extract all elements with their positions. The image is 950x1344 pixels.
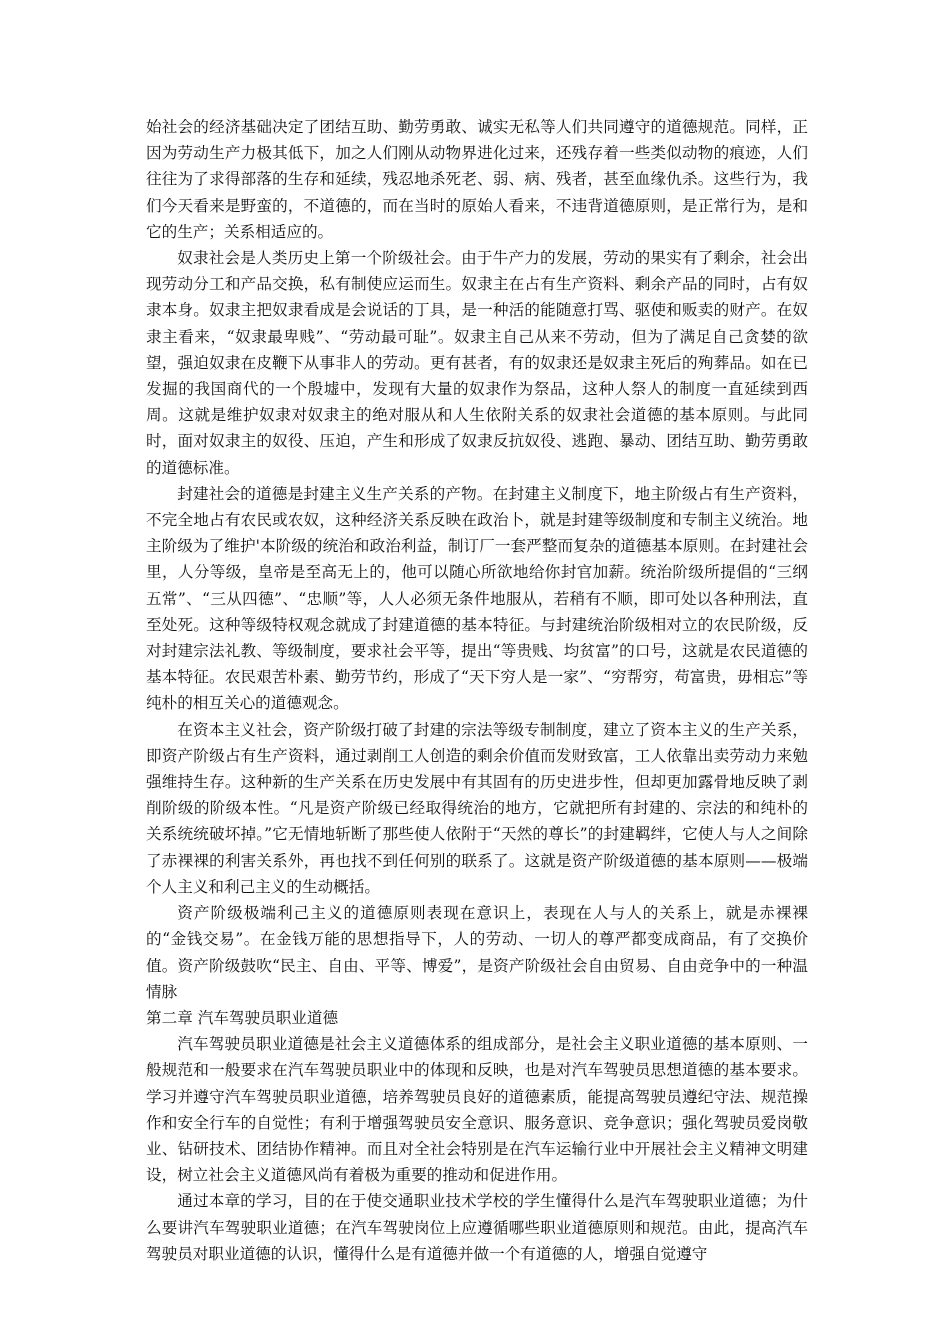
paragraph-bourgeois-egoism: 资产阶级极端利己主义的道德原则表现在意识上，表现在人与人的关系上，就是赤裸裸的“金钱交易”。在金钱万能的思想指导下，人的劳动、一切人的尊严都变成商品，有了交换价值。资产阶级鼓吹“民主、自由、平等、博爱”，是资产阶级社会自由贸易、自由竞争中的一种温情脉 [146, 904, 808, 1001]
document-body [146, 114, 808, 1267]
paragraph-feudal-society: 封建社会的道德是封建主义生产关系的产物。在封建主义制度下，地主阶级占有生产资料，不完全地占有农民或农奴，这种经济关系反映在政治卜，就是封建等级制度和专制主义统治。地主阶级为了维护'本阶级的统治和政治利益，制订厂一套严整而复杂的道德基本原则。在封建社会里，人分等级，皇帝是至高无上的，他可以随心所欲地给你封官加薪。统治阶级所提倡的“三纲五常”、“三从四德”、“忠顺”等，人人必须无条件地服从，若稍有不顺，即可处以各种刑法，直至处死。这种等级特权观念就成了封建道德的基本特征。与封建统治阶级相对立的农民阶级，反对封建宗法礼教、等级制度，要求社会平等，提出“等贵贱、均贫富”的口号，这就是农民道德的基本特征。农民艰苦朴素、勤劳节约，形成了“天下穷人是一家”、“穷帮穷，苟富贵，毋相忘”等纯朴的相互关心的道德观念。 [146, 484, 808, 713]
chapter-heading: 第二章 汽车驾驶员职业道德 [146, 1008, 339, 1027]
paragraph-chapter-goal: 通过本章的学习，目的在于使交通职业技术学校的学生懂得什么是汽车驾驶职业道德；为什么要讲汽车驾驶职业道德；在汽车驾驶岗位上应遵循哪些职业道德原则和规范。由此，提高汽车驾驶员对职业道德的认识，懂得什么是有道德并做一个有道德的人，增强自觉遵守 [146, 1192, 808, 1263]
paragraph-driver-ethics: 汽车驾驶员职业道德是社会主义道德体系的组成部分，是社会主义职业道德的基本原则、一般规范和一般要求在汽车驾驶员职业中的体现和反映，也是对汽车驾驶员思想道德的基本要求。学习并遵守汽车驾驶员职业道德，培养驾驶员良好的道德素质，能提高驾驶员遵纪守法、规范操作和安全行车的自觉性；有利于增强驾驶员安全意识、服务意识、竞争意识；强化驾驶员爱岗敬业、钻研技术、团结协作精神。而且对全社会特别是在汽车运输行业中开展社会主义精神文明建设，树立社会主义道德风尚有着极为重要的推动和促进作用。 [146, 1035, 808, 1185]
paragraph-capitalist-society: 在资本主义社会，资产阶级打破了封建的宗法等级专制制度，建立了资本主义的生产关系，即资产阶级占有生产资料，通过剥削工人创造的剩余价值而发财致富，工人依靠出卖劳动力来勉强维持生存。这种新的生产关系在历史发展中有其固有的历史进步性，但却更加露骨地反映了剥削阶级的阶级本性。“凡是资产阶级已经取得统治的地方，它就把所有封建的、宗法的和纯朴的关系统统破坏掉。”它无情地斩断了那些使人依附于“天然的尊长”的封建羁绊，它使人与人之间除了赤裸裸的利害关系外，再也找不到任何别的联系了。这就是资产阶级道德的基本原则——极端个人主义和利己主义的生动概括。 [146, 720, 808, 896]
paragraph-slave-society: 奴隶社会是人类历史上第一个阶级社会。由于牛产力的发展，劳动的果实有了剩余，社会出现劳动分工和产品交换，私有制使应运而生。奴隶主在占有生产资料、剩余产品的同时，占有奴隶本身。奴隶主把奴隶看成是会说话的丁具，是一种活的能随意打骂、驱使和贩卖的财产。在奴隶主看来，“奴隶最卑贱”、“劳动最可耻”。奴隶主自己从来不劳动，但为了满足自己贪婪的欲望，强迫奴隶在皮鞭下从事非人的劳动。更有甚者，有的奴隶还是奴隶主死后的殉葬品。如在已发掘的我国商代的一个殷墟中，发现有大量的奴隶作为祭品，这种人祭人的制度一直延续到西周。这就是维护奴隶对奴隶主的绝对服从和人生依附关系的奴隶社会道德的基本原则。与此同时，面对奴隶主的奴役、压迫，产生和形成了奴隶反抗奴役、逃跑、暴动、团结互助、勤劳勇敢的道德标准。 [146, 249, 808, 477]
paragraph-primitive-society: 始社会的经济基础决定了团结互助、勤劳勇敢、诚实无私等人们共同遵守的道德规范。同样，正因为劳动生产力极其低下，加之人们刚从动物界进化过来，还残存着一些类似动物的痕迹，人们往往为了求得部落的生存和延续，残忍地杀死老、弱、病、残者，甚至血缘仇杀。这些行为，我们今天看来是野蛮的，不道德的，而在当时的原始人看来，不违背道德原则，是正常行为，是和它的生产；关系相适应的。 [146, 118, 808, 241]
